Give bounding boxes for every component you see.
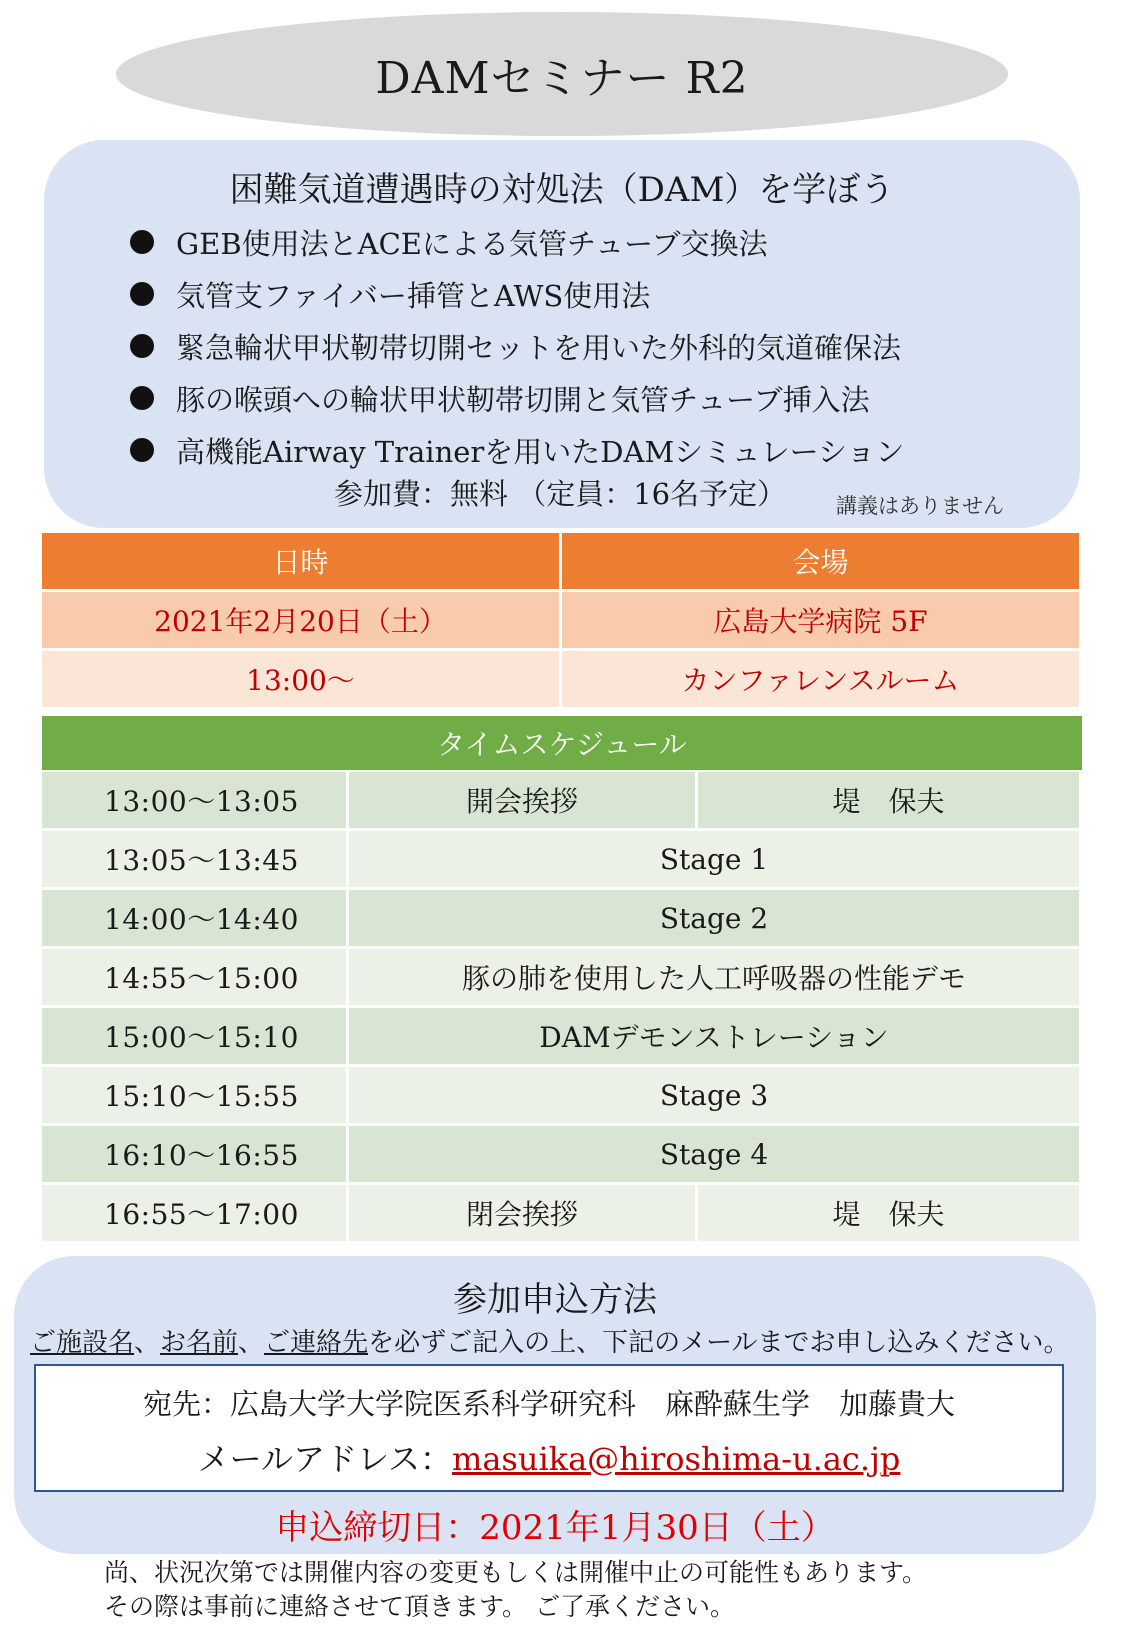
table-row (42, 949, 1082, 1008)
footer-note (104, 1556, 927, 1624)
schedule-event: Stage 3 (349, 1067, 1082, 1126)
page-title: DAMセミナー R2 (116, 12, 1008, 136)
table-row (42, 1008, 1082, 1067)
bullet-icon (130, 230, 154, 254)
venue-header: 会場 (562, 533, 1082, 592)
application-deadline: 申込締切日：2021年1月30日（土） (275, 1508, 835, 1548)
separator: 、 (134, 1328, 161, 1358)
bullet-icon (130, 438, 154, 462)
intro-panel (44, 140, 1080, 528)
time-cell: 13:00～ (42, 651, 562, 710)
schedule-event: Stage 4 (349, 1126, 1082, 1185)
schedule-event: 豚の肺を使用した人工呼吸器の性能デモ (349, 949, 1082, 1008)
topic-text: GEB使用法とACEによる気管チューブ交換法 (176, 226, 768, 261)
fee-note: 講義はありません (836, 494, 1004, 518)
topic-text: 高機能Airway Trainerを用いたDAMシミュレーション (176, 434, 905, 469)
footer-line: その際は事前に連絡させて頂きます。 ご了承ください。 (104, 1592, 735, 1621)
fee-text: 参加費：無料 （定員：16名予定） (334, 477, 787, 511)
application-instructions (30, 1322, 1070, 1359)
bullet-icon (130, 386, 154, 410)
name-label: お名前 (160, 1328, 239, 1358)
topic-item (130, 372, 904, 424)
schedule-time: 14:55～15:00 (42, 949, 349, 1008)
venue-cell: 広島大学病院 5F (562, 592, 1082, 651)
recipient-address: 宛先：広島大学大学院医系科学研究科 麻酔蘇生学 加藤貴大 (142, 1387, 955, 1421)
email-line (36, 1434, 1062, 1480)
address-box (34, 1364, 1064, 1492)
schedule-event: Stage 1 (349, 831, 1082, 890)
topic-item (130, 268, 904, 320)
table-row (42, 772, 1082, 831)
email-link[interactable]: masuika@hiroshima-u.ac.jp (451, 1440, 901, 1478)
table-row (42, 1067, 1082, 1126)
bullet-icon (130, 282, 154, 306)
schedule-event: Stage 2 (349, 890, 1082, 949)
topic-list (130, 216, 904, 476)
schedule-time: 13:05～13:45 (42, 831, 349, 890)
date-venue-table (42, 533, 1082, 710)
date-cell: 2021年2月20日（土） (42, 592, 562, 651)
table-row (42, 1185, 1082, 1244)
schedule-person: 堤 保夫 (698, 772, 1082, 831)
instruction-rest: を必ずご記入の上、下記のメールまでお申し込みください。 (368, 1328, 1070, 1358)
footer-line: 尚、状況次第では開催内容の変更もしくは開催中止の可能性もあります。 (104, 1558, 928, 1587)
application-heading: 参加申込方法 (453, 1280, 657, 1320)
schedule-time: 13:00～13:05 (42, 772, 349, 831)
facility-label: ご施設名 (30, 1328, 135, 1358)
schedule-time: 16:10～16:55 (42, 1126, 349, 1185)
schedule-time: 14:00～14:40 (42, 890, 349, 949)
topic-item (130, 424, 904, 476)
schedule-event: DAMデモンストレーション (349, 1008, 1082, 1067)
topic-text: 気管支ファイバー挿管とAWS使用法 (176, 278, 651, 313)
schedule-time: 16:55～17:00 (42, 1185, 349, 1244)
contact-label: ご連絡先 (264, 1328, 369, 1358)
room-cell: カンファレンスルーム (562, 651, 1082, 710)
schedule-time: 15:00～15:10 (42, 1008, 349, 1067)
schedule-table (42, 772, 1082, 1244)
topic-item (130, 216, 904, 268)
date-header: 日時 (42, 533, 562, 592)
schedule-header: タイムスケジュール (42, 716, 1082, 770)
email-label: メールアドレス： (197, 1440, 452, 1478)
intro-heading: 困難気道遭遇時の対処法（DAM）を学ぼう (229, 170, 895, 210)
topic-item (130, 320, 904, 372)
table-row (42, 831, 1082, 890)
separator: 、 (238, 1328, 265, 1358)
schedule-time: 15:10～15:55 (42, 1067, 349, 1126)
schedule-event: 開会挨拶 (349, 772, 698, 831)
schedule-person: 堤 保夫 (698, 1185, 1082, 1244)
application-panel (14, 1256, 1096, 1554)
table-row (42, 1126, 1082, 1185)
bullet-icon (130, 334, 154, 358)
schedule-event: 閉会挨拶 (349, 1185, 698, 1244)
table-row (42, 890, 1082, 949)
topic-text: 豚の喉頭への輪状甲状靭帯切開と気管チューブ挿入法 (176, 382, 870, 417)
topic-text: 緊急輪状甲状靭帯切開セットを用いた外科的気道確保法 (176, 330, 902, 365)
